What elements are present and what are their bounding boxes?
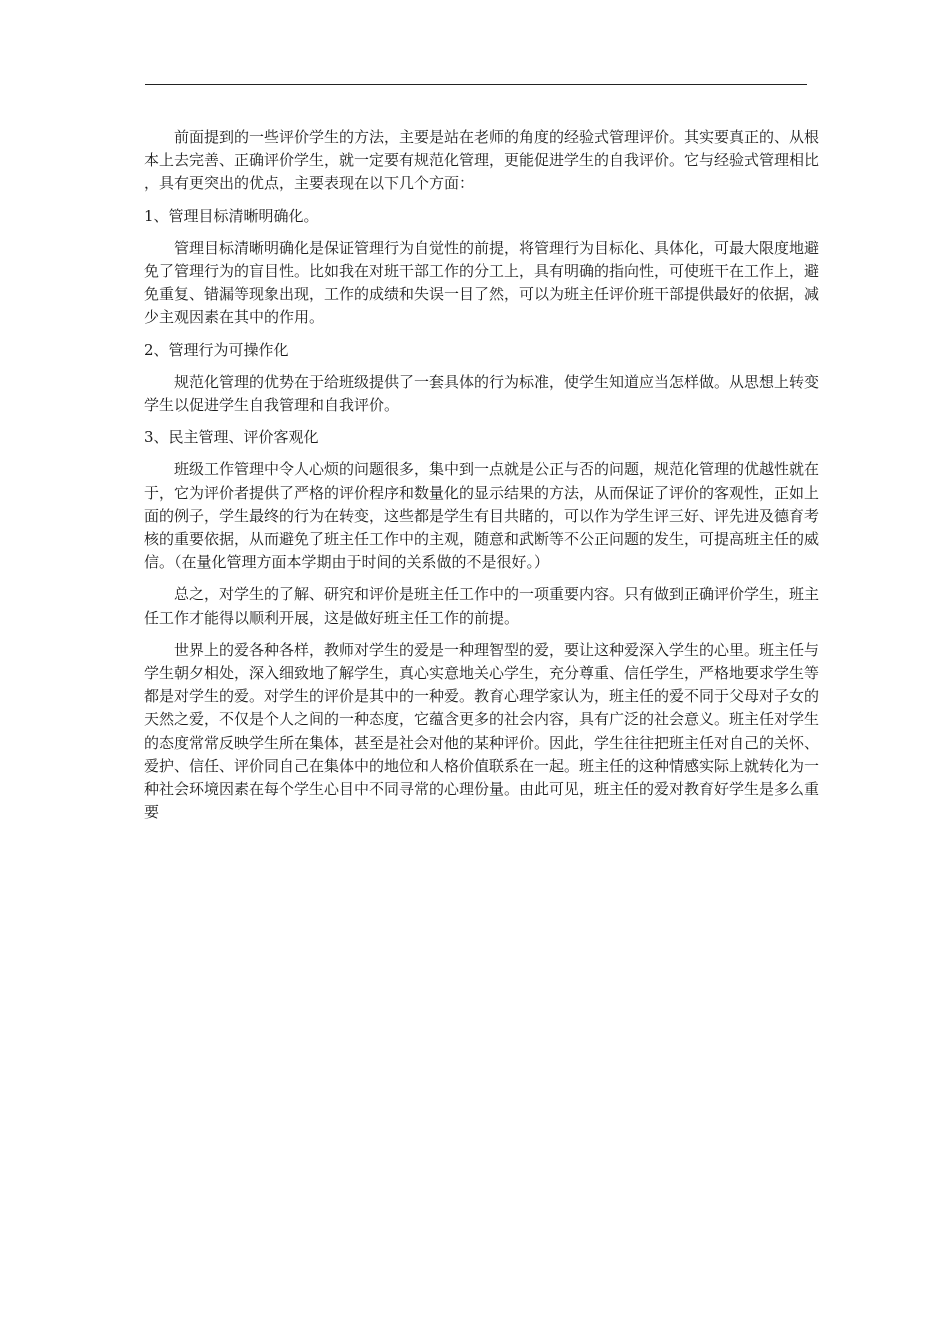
summary-paragraph: 总之，对学生的了解、研究和评价是班主任工作中的一项重要内容。只有做到正确评价学生，班主任工作才能得以顺利开展，这是做好班主任工作的前提。 bbox=[144, 585, 820, 627]
section-2-heading: 2、管理行为可操作化 bbox=[144, 340, 289, 359]
document-body bbox=[144, 126, 820, 833]
closing-paragraph: 世界上的爱各种各样，教师对学生的爱是一种理智型的爱，要让这种爱深入学生的心里。班主任与学生朝夕相处，深入细致地了解学生，真心实意地关心学生，充分尊重、信任学生，严格地要求学生等都是对学生的爱。对学生的评价是其中的一种爱。教育心理学家认为，班主任的爱不同于父母对子女的天然之爱，不仅是个人之间的一种态度，它蕴含更多的社会内容，具有广泛的社会意义。班主任对学生的态度常常反映学生所在集体，甚至是社会对他的某种评价。因此，学生往往把班主任对自己的关怀、爱护、信任、评价同自己在集体中的地位和人格价值联系在一起。班主任的这种情感实际上就转化为一种社会环境因素在每个学生心目中不同寻常的心理份量。由此可见，班主任的爱对教育好学生是多么重要 bbox=[144, 640, 820, 822]
section-3-heading: 3、民主管理、评价客观化 bbox=[144, 428, 319, 447]
section-2-paragraph: 规范化管理的优势在于给班级提供了一套具体的行为标准，使学生知道应当怎样做。从思想上转变学生以促进学生自我管理和自我评价。 bbox=[144, 372, 820, 415]
section-3-paragraph: 班级工作管理中令人心烦的问题很多，集中到一点就是公正与否的问题，规范化管理的优越性就在于，它为评价者提供了严格的评价程序和数量化的显示结果的方法，从而保证了评价的客观性，正如上面的例子，学生最终的行为在转变，这些都是学生有目共睹的，可以作为学生评三好、评先进及德育考核的重要依据，从而避免了班主任工作中的主观，随意和武断等不公正问题的发生，可提高班主任的威信。（在量化管理方面本学期由于时间的关系做的不是很好。） bbox=[144, 460, 820, 572]
intro-paragraph: 前面提到的一些评价学生的方法，主要是站在老师的角度的经验式管理评价。其实要真正的、从根本上去完善、正确评价学生，就一定要有规范化管理，更能促进学生的自我评价。它与经验式管理相比，具有更突出的优点，主要表现在以下几个方面： bbox=[144, 128, 820, 193]
section-1-paragraph: 管理目标清晰明确化是保证管理行为自觉性的前提，将管理行为目标化、具体化，可最大限度地避免了管理行为的盲目性。比如我在对班干部工作的分工上，具有明确的指向性，可使班干在工作上，避免重复、错漏等现象出现，工作的成绩和失误一目了然，可以为班主任评价班干部提供最好的依据，减少主观因素在其中的作用。 bbox=[144, 238, 820, 327]
section-1-heading: 1、管理目标清晰明确化。 bbox=[144, 206, 319, 225]
header-rule bbox=[145, 84, 807, 85]
